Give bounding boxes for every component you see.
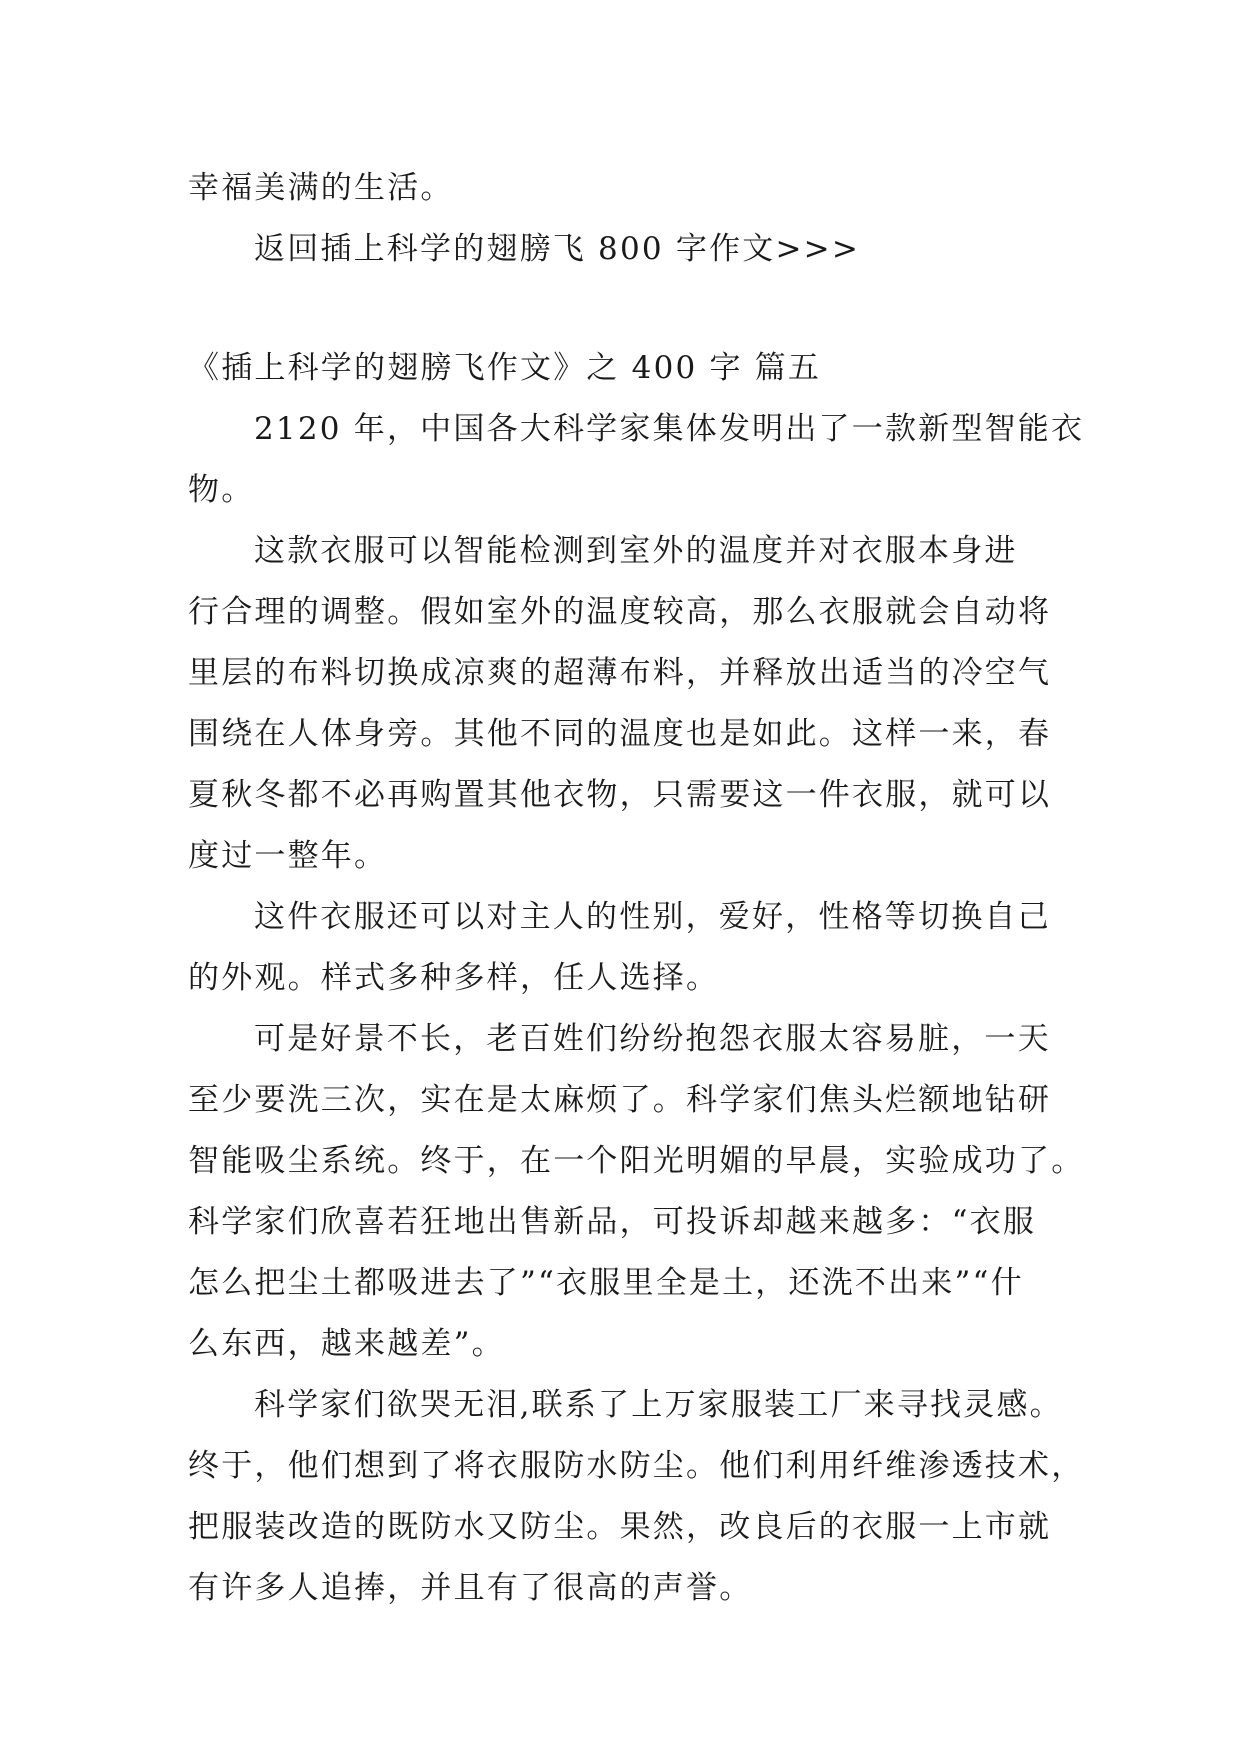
paragraph-1: [188, 399, 1085, 521]
paragraph-line: 这件衣服还可以对主人的性别，爱好，性格等切换自己: [254, 899, 1051, 935]
paragraph-line: 围绕在人体身旁。其他不同的温度也是如此。这样一来，春: [188, 716, 1052, 752]
paragraph-line: 有许多人追捧，并且有了很高的声誉。: [188, 1570, 753, 1606]
paragraph-line: 的外观。样式多种多样，任人选择。: [188, 960, 720, 996]
paragraph-line: 至少要洗三次，实在是太麻烦了。科学家们焦头烂额地钻研: [188, 1082, 1052, 1118]
section-title: 《插上科学的翅膀飞作文》之 400 字 篇五: [188, 350, 822, 386]
paragraph-line: 可是好景不长，老百姓们纷纷抱怨衣服太容易脏，一天: [254, 1021, 1051, 1057]
back-link[interactable]: 返回插上科学的翅膀飞 800 字作文>>>: [254, 231, 860, 267]
paragraph-2: [188, 521, 1060, 887]
paragraph-line: 2120 年，中国各大科学家集体发明出了一款新型智能衣: [254, 411, 1085, 447]
document-page: [188, 158, 1085, 1619]
paragraph-line: 么东西，越来越差”。: [188, 1326, 505, 1362]
paragraph-4: [188, 1009, 1085, 1375]
paragraph-line: 终于，他们想到了将衣服防水防尘。他们利用纤维渗透技术，: [188, 1448, 1085, 1484]
paragraph-line: 这款衣服可以智能检测到室外的温度并对衣服本身进: [254, 533, 1018, 569]
paragraph-line: 智能吸尘系统。终于，在一个阳光明媚的早晨，实验成功了。: [188, 1143, 1085, 1179]
paragraph-5: [188, 1375, 1085, 1619]
paragraph-line: 行合理的调整。假如室外的温度较高，那么衣服就会自动将: [188, 594, 1052, 630]
paragraph-line: 科学家们欲哭无泪,联系了上万家服装工厂来寻找灵感。: [254, 1387, 1063, 1423]
continuation-text: 幸福美满的生活。: [188, 170, 454, 206]
paragraph-line: 夏秋冬都不必再购置其他衣物，只需要这一件衣服，就可以: [188, 777, 1052, 813]
paragraph-line: 怎么把尘土都吸进去了”“衣服里全是土，还洗不出来”“什: [188, 1265, 1024, 1301]
spacer: [188, 280, 1060, 338]
paragraph-line: 把服装改造的既防水又防尘。果然，改良后的衣服一上市就: [188, 1509, 1052, 1545]
paragraph-line: 度过一整年。: [188, 838, 388, 874]
paragraph-3: [188, 887, 1060, 1009]
paragraph-line: 科学家们欣喜若狂地出售新品，可投诉却越来越多：“衣服: [188, 1204, 1037, 1240]
paragraph-line: 物。: [188, 472, 255, 508]
paragraph-line: 里层的布料切换成凉爽的超薄布料，并释放出适当的冷空气: [188, 655, 1052, 691]
